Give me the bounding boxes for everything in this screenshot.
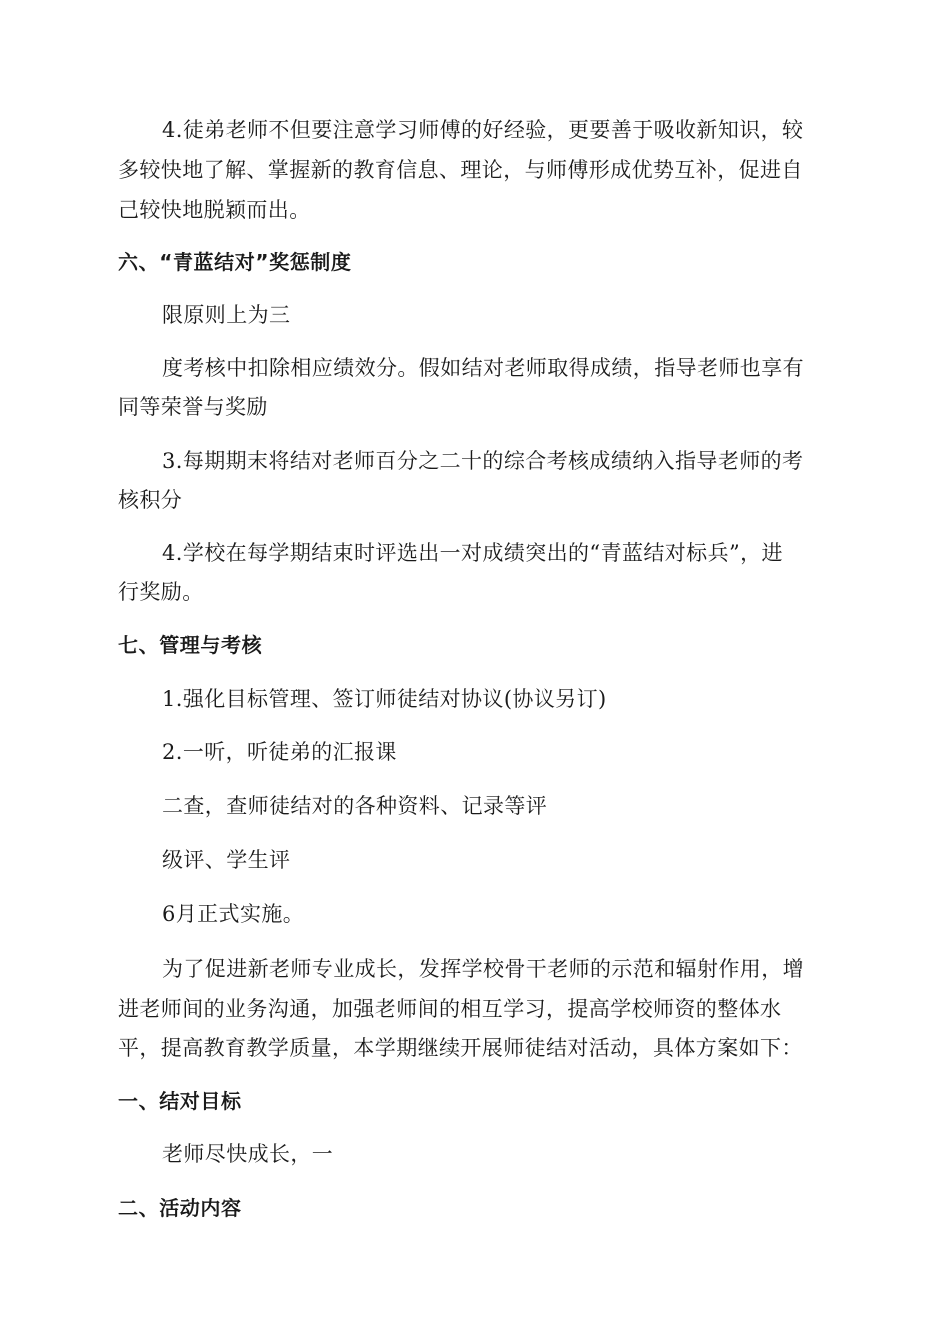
section-heading: 二、活动内容 <box>118 1196 242 1220</box>
paragraph-line: 多较快地了解、掌握新的教育信息、理论，与师傅形成优势互补，促进自 <box>118 158 803 182</box>
paragraph-line: 级评、学生评 <box>162 848 291 872</box>
section-heading: 一、结对目标 <box>118 1089 242 1113</box>
paragraph-line: 6月正式实施。 <box>162 902 305 926</box>
paragraph-line: 行奖励。 <box>118 580 204 604</box>
paragraph-line: 1.强化目标管理、签订师徒结对协议(协议另订) <box>162 687 607 711</box>
section-heading: 六、“青蓝结对”奖惩制度 <box>118 250 352 274</box>
paragraph-line: 4.徒弟老师不但要注意学习师傅的好经验，更要善于吸收新知识，较 <box>162 118 804 142</box>
paragraph-line: 二查，查师徒结对的各种资料、记录等评 <box>162 794 548 818</box>
paragraph-line: 3.每期期末将结对老师百分之二十的综合考核成绩纳入指导老师的考 <box>162 449 804 473</box>
paragraph-line: 己较快地脱颖而出。 <box>118 198 311 222</box>
paragraph-line: 为了促进新老师专业成长，发挥学校骨干老师的示范和辐射作用，增 <box>162 957 804 981</box>
paragraph-line: 度考核中扣除相应绩效分。假如结对老师取得成绩，指导老师也享有 <box>162 356 804 380</box>
section-heading: 七、管理与考核 <box>118 633 263 657</box>
paragraph-line: 平，提高教育教学质量，本学期继续开展师徒结对活动，具体方案如下： <box>118 1036 803 1060</box>
paragraph-line: 核积分 <box>118 488 183 512</box>
paragraph-line: 老师尽快成长，一 <box>162 1142 334 1166</box>
paragraph-line: 限原则上为三 <box>162 303 291 327</box>
paragraph-line: 同等荣誉与奖励 <box>118 395 268 419</box>
paragraph-line: 2.一听，听徒弟的汇报课 <box>162 740 397 764</box>
paragraph-line: 4.学校在每学期结束时评选出一对成绩突出的“青蓝结对标兵”，进 <box>162 541 783 565</box>
paragraph-line: 进老师间的业务沟通，加强老师间的相互学习，提高学校师资的整体水 <box>118 997 782 1021</box>
